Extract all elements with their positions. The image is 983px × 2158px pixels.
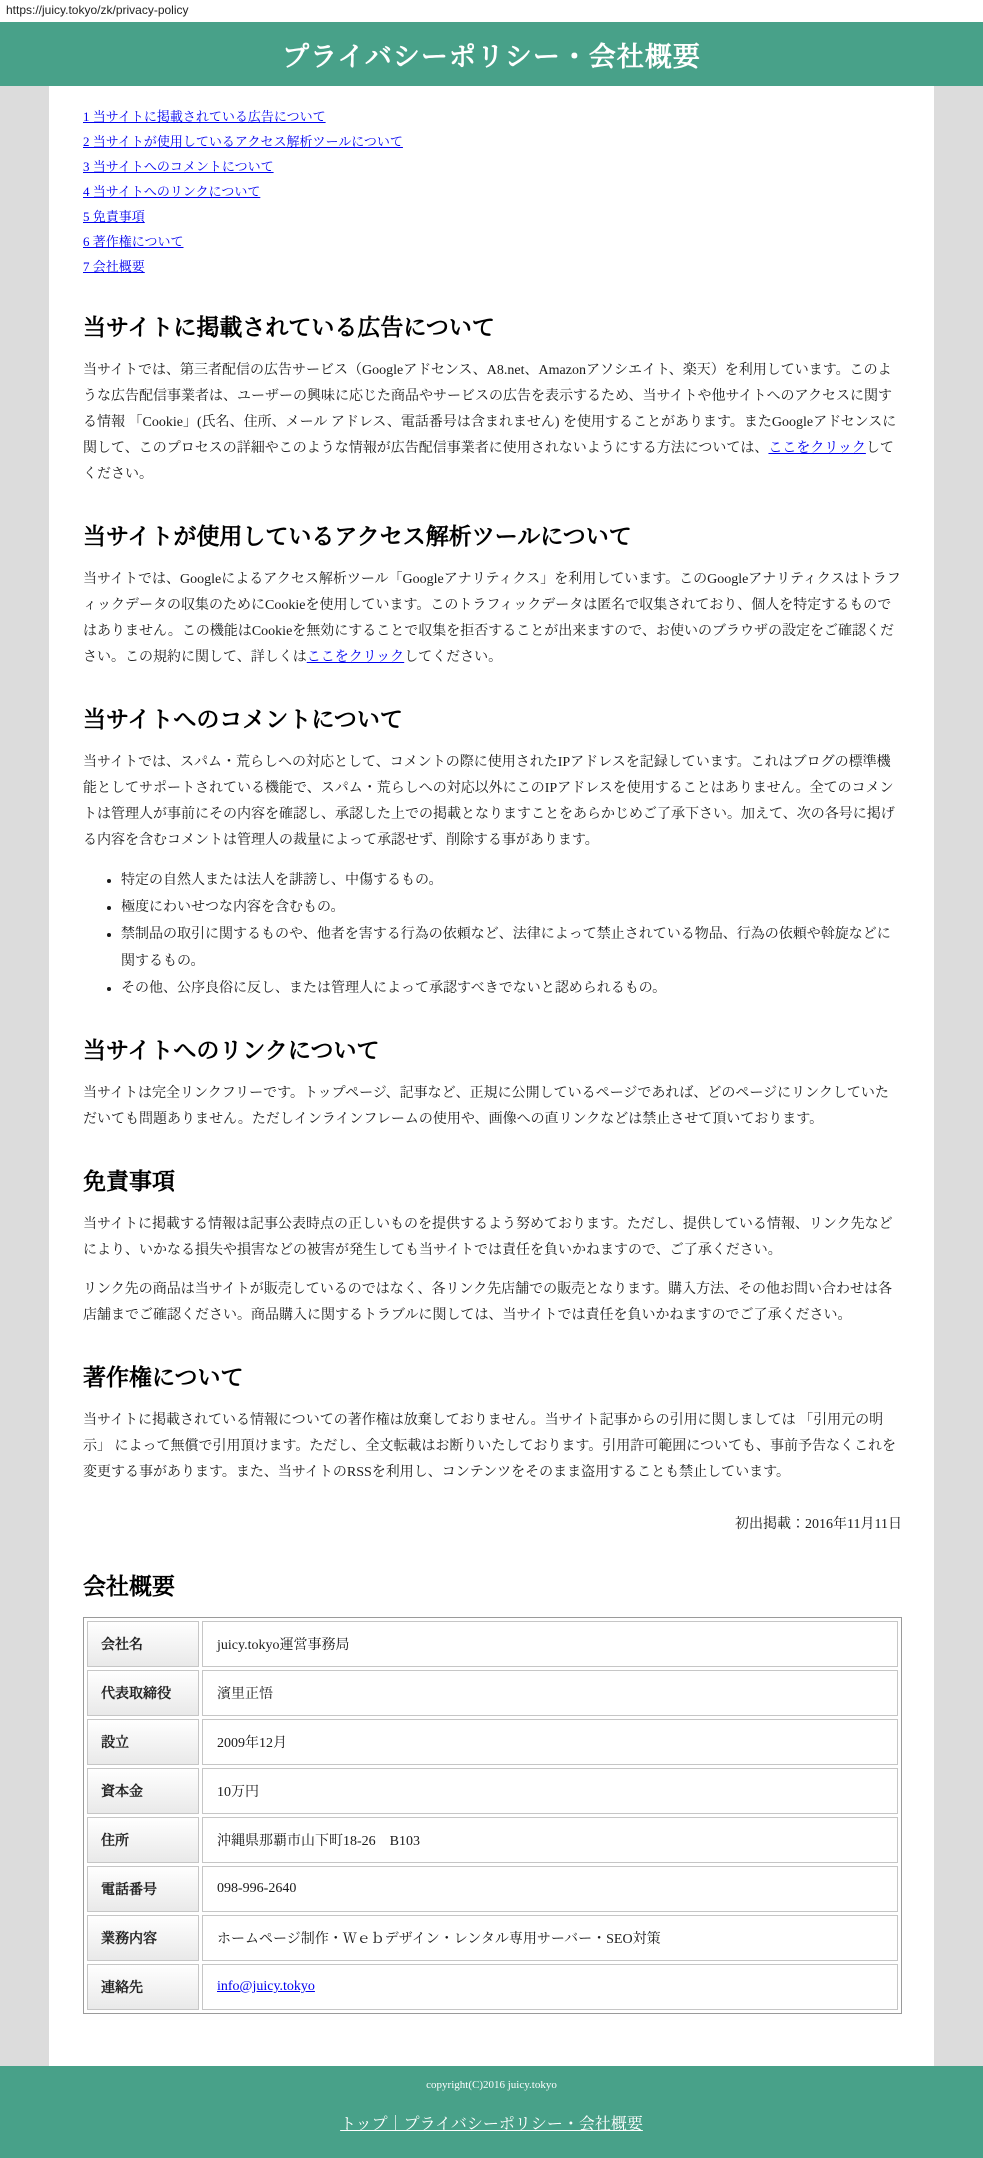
- company-name-value: juicy.tokyo運営事務局: [202, 1621, 898, 1667]
- table-row: [87, 1768, 898, 1814]
- table-row: [87, 1621, 898, 1667]
- contact-value: [202, 1964, 898, 2010]
- contact-label: 連絡先: [87, 1964, 199, 2010]
- toc-link-analytics[interactable]: 2 当サイトが使用しているアクセス解析ツールについて: [83, 134, 403, 149]
- section-title-links: 当サイトへのリンクについて: [83, 1037, 380, 1063]
- page-footer: [0, 2066, 983, 2158]
- list-item: • 禁制品の取引に関するものや、他者を害する行為の依頼など、法律によって禁止されている物品、行為の依頼や斡旋などに関するもの。: [121, 921, 902, 975]
- founded-label: 設立: [87, 1719, 199, 1765]
- address-value: 沖縄県那覇市山下町18-26 B103: [202, 1817, 898, 1863]
- url-text[interactable]: https://juicy.tokyo/zk/privacy-policy: [6, 3, 189, 17]
- copyright-notice: copyright(C)2016 juicy.tokyo: [426, 2079, 557, 2091]
- analytics-text-before: 当サイトでは、Googleによるアクセス解析ツール「Googleアナリティクス」を利用しています。このGoogleアナリティクスはトラフィックデータの収集のためにCookieを使用しています。このトラフィックデータは匿名で収集されており、個人を特定するものではありません。この機能はCookieを無効にすることで収集を拒否することが出来ますので、お使いのブラウザの設定をご確認ください。この規約に関して、詳しくは: [83, 572, 901, 665]
- section-title-ads: 当サイトに掲載されている広告について: [83, 314, 495, 340]
- analytics-text-after: してください。: [404, 650, 503, 665]
- footer-nav-link[interactable]: トップ｜プライバシーポリシー・会社概要: [340, 2116, 643, 2133]
- ads-paragraph: [83, 358, 902, 488]
- toc-link-copyright[interactable]: 6 著作権について: [83, 234, 184, 249]
- table-row: [87, 1866, 898, 1912]
- page-title: プライバシーポリシー・会社概要: [282, 41, 701, 72]
- phone-label: 電話番号: [87, 1866, 199, 1912]
- table-row: [87, 1670, 898, 1716]
- founded-value: 2009年12月: [202, 1719, 898, 1765]
- ads-click-here-link[interactable]: ここをクリック: [768, 441, 866, 456]
- toc-link-disclaimer[interactable]: 5 免責事項: [83, 209, 145, 224]
- contact-email-link[interactable]: info@juicy.tokyo: [217, 1979, 315, 1994]
- links-paragraph: 当サイトは完全リンクフリーです。トップページ、記事など、正規に公開しているページであれば、どのページにリンクしていただいても問題ありません。ただしインラインフレームの使用や、画像への直リンクなどは禁止させて頂いております。: [83, 1086, 889, 1127]
- toc-link-links[interactable]: 4 当サイトへのリンクについて: [83, 184, 261, 199]
- list-item: • 特定の自然人または法人を誹謗し、中傷するもの。: [121, 867, 902, 894]
- ads-text-after: してください。: [83, 441, 894, 482]
- section-title-company: 会社概要: [83, 1573, 175, 1599]
- copyright-paragraph: 当サイトに掲載されている情報についての著作権は放棄しておりません。当サイト記事からの引用に関しましては 「引用元の明示」 によって無償で引用頂けます。ただし、全文転載はお断りいたしております。引用許可範囲についても、事前予告なくこれを変更する事があります。また、当サイトのRSSを利用し、コンテンツをそのまま盗用することも禁止しています。: [83, 1413, 896, 1480]
- ceo-value: 濱里正悟: [202, 1670, 898, 1716]
- toc-link-ads[interactable]: 1 当サイトに掲載されている広告について: [83, 109, 326, 124]
- analytics-paragraph: [83, 567, 902, 671]
- company-name-label: 会社名: [87, 1621, 199, 1667]
- table-row: [87, 1817, 898, 1863]
- ceo-label: 代表取締役: [87, 1670, 199, 1716]
- table-row: [87, 1915, 898, 1961]
- company-info-table: [83, 1617, 902, 2014]
- table-of-contents: [83, 104, 902, 279]
- business-label: 業務内容: [87, 1915, 199, 1961]
- analytics-click-here-link[interactable]: ここをクリック: [306, 650, 405, 665]
- comments-paragraph: 当サイトでは、スパム・荒らしへの対応として、コメントの際に使用されたIPアドレスを記録しています。これはブログの標準機能としてサポートされている機能で、スパム・荒らしへの対応以外にこのIPアドレスを使用することはありません。全てのコメントは管理人が事前にその内容を確認し、承認した上での掲載となりますことをあらかじめご了承下さい。加えて、次の各号に掲げる内容を含むコメントは管理人の裁量によって承認せず、削除する事があります。: [83, 755, 895, 848]
- capital-value: 10万円: [202, 1768, 898, 1814]
- section-title-copyright: 著作権について: [83, 1364, 244, 1390]
- phone-value: 098-996-2640: [202, 1866, 898, 1912]
- toc-link-comments[interactable]: 3 当サイトへのコメントについて: [83, 159, 274, 174]
- list-item: • 極度にわいせつな内容を含むもの。: [121, 894, 902, 921]
- main-content: [49, 86, 934, 2066]
- first-published-date: 初出掲載：2016年11月11日: [735, 1517, 902, 1532]
- comment-rules-list: [83, 867, 902, 1002]
- address-label: 住所: [87, 1817, 199, 1863]
- table-row: [87, 1964, 898, 2010]
- page-header: [0, 22, 983, 86]
- disclaimer-paragraph-1: 当サイトに掲載する情報は記事公表時点の正しいものを提供するよう努めております。ただし、提供している情報、リンク先などにより、いかなる損失や損害などの被害が発生しても当サイトでは責任を負いかねますので、ご了承ください。: [83, 1217, 893, 1258]
- url-bar[interactable]: [0, 0, 983, 22]
- table-row: [87, 1719, 898, 1765]
- list-item: • その他、公序良俗に反し、または管理人によって承認すべきでないと認められるもの。: [121, 975, 902, 1002]
- disclaimer-paragraph-2: リンク先の商品は当サイトが販売しているのではなく、各リンク先店舗での販売となります。購入方法、その他お問い合わせは各店舗までご確認ください。商品購入に関するトラブルに関しては、当サイトでは責任を負いかねますのでご了承ください。: [83, 1282, 893, 1323]
- ads-text-before: 当サイトでは、第三者配信の広告サービス（Googleアドセンス、A8.net、Amazonアソシエイト、楽天）を利用しています。このような広告配信事業者は、ユーザーの興味に応じた商品やサービスの広告を表示するため、当サイトや他サイトへのアクセスに関する情報 「Cookie」(氏名、住所、メール アドレス、電話番号は含まれません) を使用することがあります。またGoogleアドセンスに関して、このプロセスの詳細やこのような情報が広告配信事業者に使用されないようにする方法については、: [83, 363, 897, 456]
- section-title-disclaimer: 免責事項: [83, 1168, 175, 1194]
- capital-label: 資本金: [87, 1768, 199, 1814]
- section-title-analytics: 当サイトが使用しているアクセス解析ツールについて: [83, 523, 632, 549]
- section-title-comments: 当サイトへのコメントについて: [83, 706, 403, 732]
- business-value: ホームページ制作・Ｗｅｂデザイン・レンタル専用サーバー・SEO対策: [202, 1915, 898, 1961]
- toc-link-company[interactable]: 7 会社概要: [83, 259, 145, 274]
